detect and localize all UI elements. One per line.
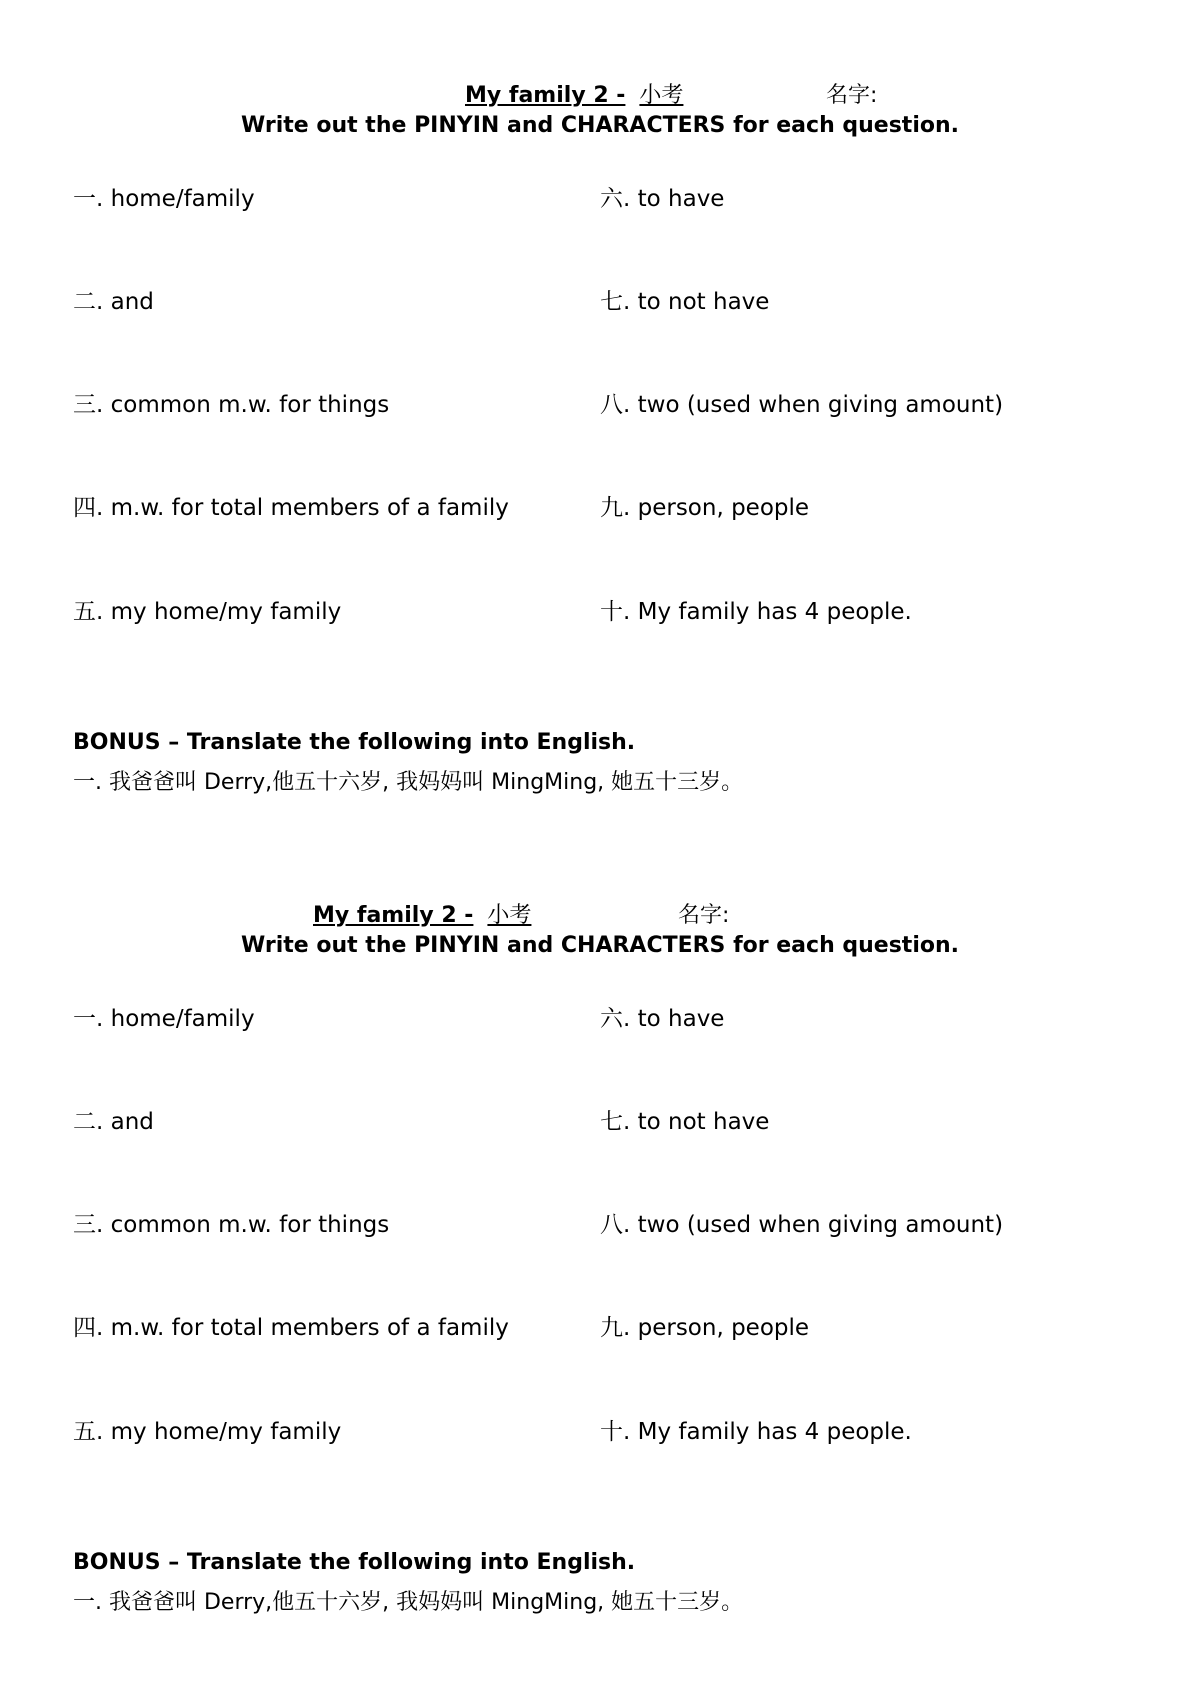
question-7: 七. to not have (600, 1109, 770, 1135)
question-2: 二. and (73, 289, 154, 315)
question-10: 十. My family has 4 people. (600, 1419, 912, 1445)
question-8: 八. two (used when giving amount) (600, 392, 1004, 418)
question-9: 九. person, people (600, 1315, 810, 1341)
name-label: 名字: (678, 903, 730, 928)
bonus-question: 一. 我爸爸叫 Derry,他五十六岁, 我妈妈叫 MingMing, 她五十三岁。 (73, 770, 744, 795)
question-10: 十. My family has 4 people. (600, 599, 912, 625)
quiz-sheet-1 (0, 0, 1200, 820)
question-4: 四. m.w. for total members of a family (73, 495, 509, 521)
bonus-question: 一. 我爸爸叫 Derry,他五十六岁, 我妈妈叫 MingMing, 她五十三岁。 (73, 1590, 744, 1615)
quiz-title-chinese: 小考 (639, 83, 684, 108)
instructions: Write out the PINYIN and CHARACTERS for each question. (240, 933, 960, 958)
bonus-heading: BONUS – Translate the following into English. (73, 1550, 636, 1575)
question-4: 四. m.w. for total members of a family (73, 1315, 509, 1341)
question-3: 三. common m.w. for things (73, 392, 390, 418)
question-1: 一. home/family (73, 1006, 255, 1032)
question-1: 一. home/family (73, 186, 255, 212)
quiz-title-text: My family 2 - (313, 903, 474, 928)
question-9: 九. person, people (600, 495, 810, 521)
quiz-title-chinese: 小考 (487, 903, 532, 928)
question-3: 三. common m.w. for things (73, 1212, 390, 1238)
quiz-title-text: My family 2 - (465, 83, 626, 108)
instructions: Write out the PINYIN and CHARACTERS for each question. (240, 113, 960, 138)
quiz-title (313, 898, 531, 929)
question-6: 六. to have (600, 1006, 725, 1032)
question-5: 五. my home/my family (73, 1419, 342, 1445)
quiz-title (465, 78, 683, 109)
question-6: 六. to have (600, 186, 725, 212)
quiz-sheet-2 (0, 820, 1200, 1640)
question-8: 八. two (used when giving amount) (600, 1212, 1004, 1238)
question-7: 七. to not have (600, 289, 770, 315)
name-label: 名字: (826, 83, 878, 108)
question-5: 五. my home/my family (73, 599, 342, 625)
question-2: 二. and (73, 1109, 154, 1135)
bonus-heading: BONUS – Translate the following into English. (73, 730, 636, 755)
